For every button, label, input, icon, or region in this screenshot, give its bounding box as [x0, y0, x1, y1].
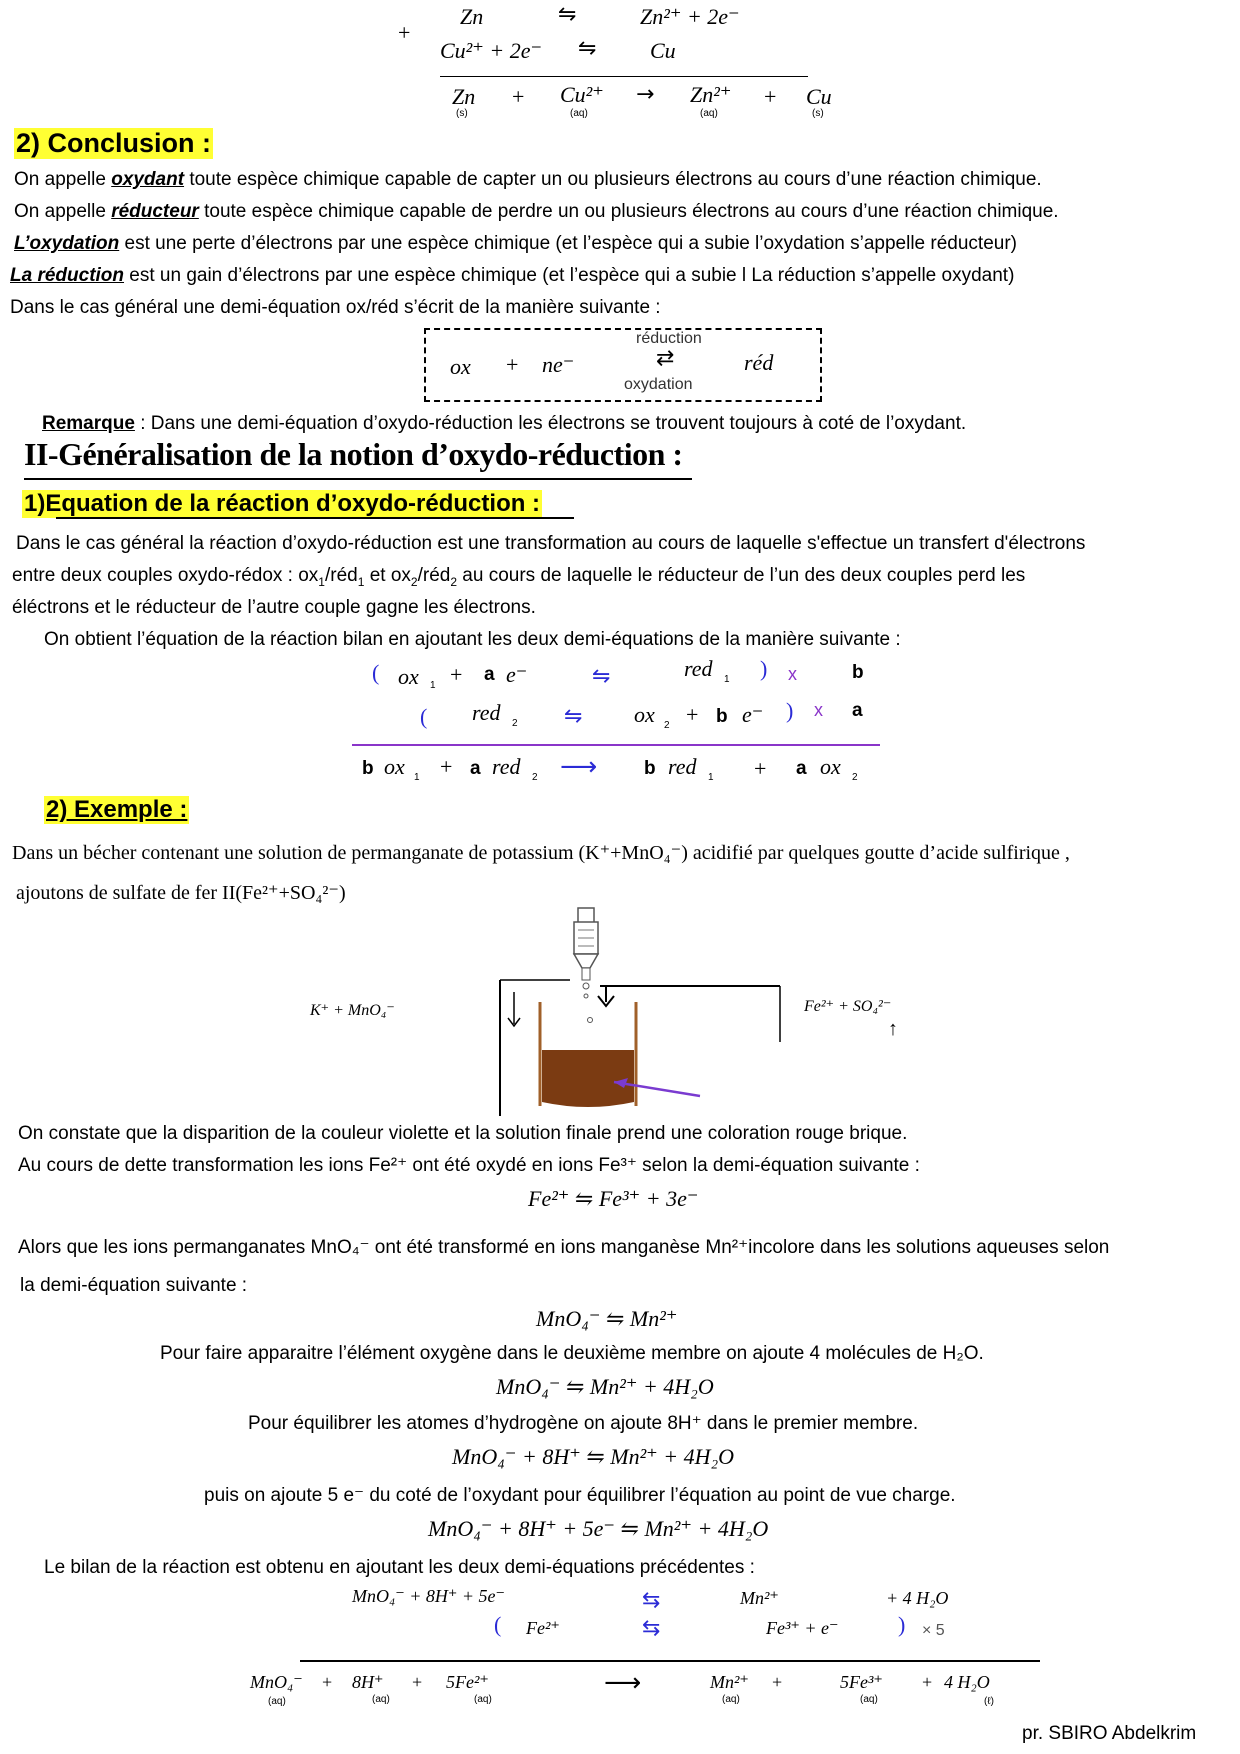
plus-sign: +	[772, 1672, 783, 1692]
electrons-term: ne⁻	[542, 352, 575, 377]
coefficient: b	[644, 758, 656, 779]
text: On appelle	[14, 201, 112, 222]
subscript: 2	[410, 574, 418, 589]
paragraph: Pour équilibrer les atomes d’hydrogène on ajoute 8H⁺ dans le premier membre.	[248, 1413, 919, 1434]
eq-term: 4 H₂O	[944, 1672, 990, 1692]
plus-sign: +	[922, 1672, 933, 1692]
eq-term: 5Fe²⁺	[446, 1672, 489, 1692]
example-heading: 2) Exemple :	[46, 796, 188, 823]
definition-oxydation	[14, 232, 1017, 256]
text: entre deux couples oxydo-rédox : ox	[12, 565, 319, 586]
text: est un gain d’électrons par une espèce chimique (et l’espèce qui a subie l La réduction s’appelle oxydant)	[124, 265, 1015, 286]
eq-term: ox	[820, 754, 841, 779]
state-label: (s)	[812, 108, 824, 119]
eq-term: 5Fe³⁺	[840, 1672, 883, 1692]
half-equation-fe: Fe²⁺ ⇋ Fe³⁺ + 3e⁻	[528, 1186, 699, 1211]
paren-close: )	[760, 656, 768, 681]
subscript: 1	[430, 680, 436, 691]
text: toute espèce chimique capable de capter un ou plusieurs électrons au cours d’une réaction chimique.	[184, 169, 1042, 190]
section-underline	[24, 478, 692, 480]
plus-sign: +	[764, 84, 777, 109]
up-arrow-icon: ↑	[888, 1018, 898, 1040]
author-footer: pr. SBIRO Abdelkrim	[1022, 1723, 1197, 1744]
definition-reduction	[10, 264, 1014, 288]
definition-oxydant	[14, 168, 1042, 192]
eq-term: Zn²⁺	[690, 82, 732, 107]
right-arrow-icon: →	[636, 82, 655, 107]
paragraph: Le bilan de la réaction est obtenu en ajoutant les deux demi-équations précédentes :	[44, 1557, 755, 1578]
state-label: (aq)	[570, 108, 588, 119]
coefficient: a	[796, 758, 807, 779]
figure-label-right: Fe²⁺ + SO₄²⁻	[804, 998, 892, 1015]
paragraph: Dans le cas général la réaction d’oxydo-réduction est une transformation au cours de laquelle s'effectue un transfert d'électrons	[16, 533, 1086, 554]
plus-sign: +	[440, 754, 453, 779]
multiplier: × 5	[922, 1622, 945, 1639]
equilibrium-arrow-icon: ⇋	[558, 2, 577, 27]
general-half-equation-intro: Dans le cas général une demi-équation ox/réd s’écrit de la manière suivante :	[10, 297, 661, 318]
conclusion-heading: 2) Conclusion :	[16, 128, 211, 158]
plus-sign: +	[412, 1672, 423, 1692]
eq-term: red	[668, 754, 697, 779]
red-term: réd	[744, 350, 774, 375]
paragraph: Au cours de dette transformation les ions Fe²⁺ ont été oxydé en ions Fe³⁺ selon la demi-équation suivante :	[18, 1155, 920, 1176]
right-arrow-icon: ⟶	[604, 1668, 642, 1698]
eq-term: red	[684, 656, 713, 681]
sum-line	[440, 76, 808, 77]
subscript: 2	[512, 718, 518, 729]
text: et ox	[364, 565, 411, 586]
equilibrium-arrow-icon: ⇆	[642, 1588, 661, 1613]
plus-sign: +	[686, 702, 699, 727]
subscript: 2	[664, 720, 670, 731]
heading-underline	[56, 517, 574, 519]
equilibrium-arrow-icon: ⇋	[564, 704, 583, 729]
sum-line	[300, 1660, 1040, 1662]
eq-term: MnO₄⁻	[250, 1672, 303, 1692]
state-label: (aq)	[860, 1694, 878, 1705]
eq-term: Zn²⁺ + 2e⁻	[640, 4, 740, 29]
right-arrow-icon: ⟶	[560, 752, 598, 782]
term-oxydation: L’oxydation	[14, 233, 120, 254]
state-label: (aq)	[372, 1694, 390, 1705]
eq-term: red	[472, 700, 501, 725]
state-label: (s)	[456, 108, 468, 119]
multiplier: b	[852, 662, 864, 683]
paragraph: On constate que la disparition de la couleur violette et la solution finale prend une coloration rouge brique.	[18, 1123, 908, 1144]
paren-open: (	[420, 704, 428, 729]
eq-term: ox	[634, 702, 655, 727]
text: On appelle	[14, 169, 112, 190]
plus-sign: +	[512, 84, 525, 109]
equation-heading: 1)Equation de la réaction d’oxydo-réduction :	[24, 490, 541, 517]
term-oxydant: oxydant	[111, 169, 185, 190]
state-label: (ℓ)	[984, 1696, 994, 1707]
text: est une perte d’électrons par une espèce chimique (et l’espèce qui a subie l’oxydation s’appelle réducteur)	[119, 233, 1017, 254]
paren-close: )	[898, 1612, 906, 1637]
equilibrium-arrow-icon: ⇆	[642, 1616, 661, 1641]
subscript: 2	[450, 574, 458, 589]
half-equation-box	[424, 328, 822, 402]
eq-term: Cu	[650, 38, 676, 63]
remark	[42, 412, 966, 436]
equilibrium-arrow-icon: ⇄	[656, 346, 675, 371]
eq-term: ox	[398, 664, 419, 689]
text: toute espèce chimique capable de perdre un ou plusieurs électrons au cours d’une réaction chimique.	[198, 201, 1059, 222]
paragraph: la demi-équation suivante :	[20, 1275, 248, 1296]
half-equation-mn: MnO₄⁻ + 8H⁺ ⇋ Mn²⁺ + 4H₂O	[452, 1444, 735, 1469]
plus-sign: +	[322, 1672, 333, 1692]
paragraph: éléctrons et le réducteur de l’autre couple gagne les électrons.	[12, 597, 536, 618]
sum-line	[352, 744, 880, 746]
half-equation-mn: MnO₄⁻ + 8H⁺ + 5e⁻ ⇋ Mn²⁺ + 4H₂O	[428, 1516, 769, 1541]
subscript: 2	[852, 772, 858, 783]
state-label: (aq)	[722, 1694, 740, 1705]
plus-sign: +	[398, 20, 411, 45]
equilibrium-arrow-icon: ⇋	[592, 664, 611, 689]
paragraph	[12, 564, 1025, 594]
eq-term: e⁻	[506, 662, 528, 687]
remark-label: Remarque	[42, 413, 135, 434]
state-label: (aq)	[700, 108, 718, 119]
burette-beaker-icon	[490, 906, 790, 1118]
paren-open: (	[494, 1612, 502, 1637]
remark-text: : Dans une demi-équation d’oxydo-réduction les électrons se trouvent toujours à coté de l’oxydant.	[134, 413, 967, 434]
text: /réd	[324, 565, 358, 586]
eq-term: Mn²⁺	[740, 1588, 779, 1608]
coefficient: b	[716, 706, 728, 727]
ox-term: ox	[450, 354, 471, 379]
term-reducteur: réducteur	[111, 201, 199, 222]
eq-term: ox	[384, 754, 405, 779]
oxydation-label: oxydation	[624, 376, 693, 393]
subscript: 1	[724, 674, 730, 685]
eq-term: Zn	[452, 84, 476, 109]
multiplier: a	[852, 700, 863, 721]
paren-open: (	[372, 660, 380, 685]
paragraph: ajoutons de sulfate de fer II(Fe²⁺+SO₄²⁻)	[16, 882, 346, 904]
paragraph: On obtient l’équation de la réaction bilan en ajoutant les deux demi-équations de la manière suivante :	[44, 629, 901, 650]
eq-term: Fe²⁺	[526, 1618, 560, 1638]
times-sign: x	[814, 700, 823, 720]
eq-term: e⁻	[742, 702, 764, 727]
eq-term: MnO₄⁻ + 8H⁺ + 5e⁻	[352, 1586, 506, 1606]
half-equation-mn: MnO₄⁻ ⇋ Mn²⁺	[536, 1306, 678, 1331]
plus-sign: +	[450, 662, 463, 687]
eq-term: Cu	[806, 84, 832, 109]
text: au cours de laquelle le réducteur de l’un des deux couples perd les	[457, 565, 1026, 586]
coefficient: a	[484, 664, 495, 685]
plus-sign: +	[754, 756, 767, 781]
definition-reducteur	[14, 200, 1059, 224]
paragraph: Alors que les ions permanganates MnO₄⁻ ont été transformé en ions manganèse Mn²⁺incolore dans les solutions aqueuses selon	[18, 1237, 1110, 1258]
paragraph: puis on ajoute 5 e⁻ du coté de l’oxydant pour équilibrer l’équation au point de vue charge.	[204, 1485, 956, 1506]
subscript: 1	[318, 574, 325, 589]
state-label: (aq)	[474, 1694, 492, 1705]
subscript: 1	[708, 772, 714, 783]
subscript: 1	[414, 772, 420, 783]
section-title: II-Généralisation de la notion d’oxydo-réduction :	[24, 436, 683, 472]
subscript: 2	[532, 772, 538, 783]
paragraph: Pour faire apparaitre l’élément oxygène dans le deuxième membre on ajoute 4 molécules de H₂O.	[160, 1343, 984, 1364]
term-reduction: La réduction	[10, 265, 125, 286]
reduction-label: réduction	[636, 330, 702, 347]
coefficient: a	[470, 758, 481, 779]
equilibrium-arrow-icon: ⇋	[578, 36, 597, 61]
eq-term: + 4 H₂O	[886, 1588, 949, 1608]
paren-close: )	[786, 698, 794, 723]
subscript: 1	[357, 574, 365, 589]
eq-term: Cu²⁺	[560, 82, 604, 107]
paragraph: Dans un bécher contenant une solution de permanganate de potassium (K⁺+MnO₄⁻) acidifié par quelques goutte d’acide sulfirique ,	[12, 842, 1070, 864]
state-label: (aq)	[268, 1696, 286, 1707]
eq-term: 8H⁺	[352, 1672, 384, 1692]
figure-label-left: K⁺ + MnO₄⁻	[310, 1002, 395, 1019]
eq-term: Cu²⁺ + 2e⁻	[440, 38, 543, 63]
text: /réd	[417, 565, 451, 586]
eq-term: red	[492, 754, 521, 779]
eq-term: Fe³⁺ + e⁻	[766, 1618, 839, 1638]
eq-term: Zn	[460, 4, 484, 29]
coefficient: b	[362, 758, 374, 779]
eq-term: Mn²⁺	[710, 1672, 749, 1692]
plus-sign: +	[506, 352, 519, 377]
times-sign: x	[788, 664, 797, 684]
half-equation-mn: MnO₄⁻ ⇋ Mn²⁺ + 4H₂O	[496, 1374, 714, 1399]
